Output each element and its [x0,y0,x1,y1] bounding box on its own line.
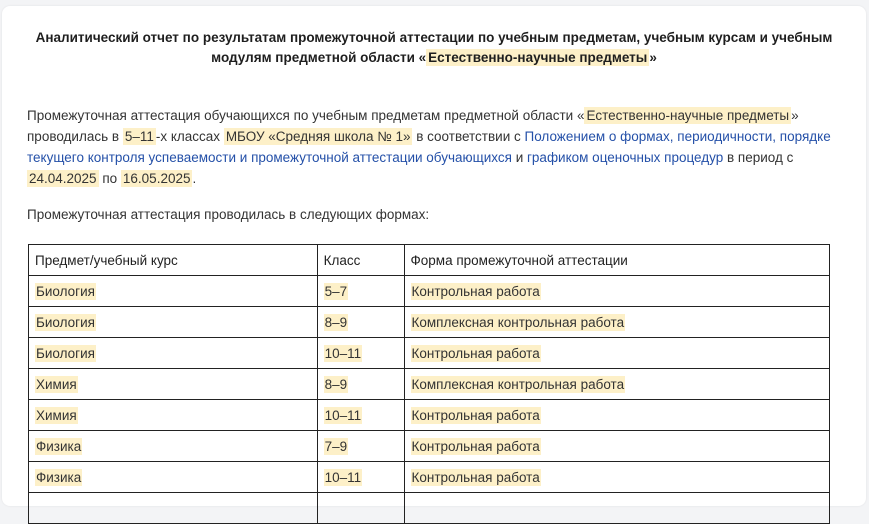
cell-subject [29,462,318,493]
subject-text: Биология [36,314,95,330]
cell-subject [29,369,318,400]
cell-subject [29,400,318,431]
grade-text: 7–9 [324,438,348,454]
intro-grades: 5–11 [124,129,154,144]
grade-text: 5–7 [324,283,348,299]
header-subject: Предмет/учебный курс [29,245,318,276]
table-row [29,400,830,431]
cell-grade [317,462,404,493]
form-text: Комплексная контрольная работа [411,314,625,330]
subject-text: Физика [36,438,82,454]
subject-text: Химия [36,407,77,423]
intro-text-2: » проводилась в [27,108,799,144]
cell-form [404,431,829,462]
cell-subject [29,276,318,307]
regulation-link[interactable]: Положением о формах, периодичности, порядке текущего контроля успеваемости и промежуточной аттестации обучающихся [27,129,831,165]
form-text: Контрольная работа [411,407,540,423]
cell-form [404,400,829,431]
header-form: Форма промежуточной аттестации [404,245,829,276]
intro-text-6: в период с [723,150,794,165]
cell-form [404,369,829,400]
intro-paragraph [27,105,847,189]
table-row [29,307,830,338]
subject-text: Физика [36,469,82,485]
form-text: Контрольная работа [411,438,540,454]
intro-text-5: и [511,150,527,165]
cell-subject [29,307,318,338]
cell-form [404,276,829,307]
cell-form [404,493,829,524]
cell-grade [317,338,404,369]
table-row [29,338,830,369]
cell-grade [317,493,404,524]
form-text: Комплексная контрольная работа [411,376,625,392]
subject-text: Биология [36,283,95,299]
intro-text-8: . [192,171,197,186]
cell-grade [317,307,404,338]
header-grade: Класс [317,245,404,276]
subject-text: Химия [36,376,77,392]
report-card [2,6,866,506]
title-line-2-prefix: модулям предметной области « [211,50,427,65]
grade-text: 10–11 [324,469,362,485]
report-title [2,28,866,68]
table-row [29,369,830,400]
table-row [29,493,830,524]
title-line-2 [2,48,866,68]
end-date: 16.05.2025 [122,171,191,186]
forms-intro: Промежуточная аттестация проводилась в следующих формах: [27,207,430,222]
intro-text-4: в соответствии с [412,129,525,144]
cell-form [404,338,829,369]
grade-text: 8–9 [324,376,348,392]
cell-grade [317,369,404,400]
grade-text: 10–11 [324,407,362,423]
start-date: 24.04.2025 [29,171,97,186]
cell-grade [317,276,404,307]
title-line-1: Аналитический отчет по результатам промежуточной аттестации по учебным предметам, учебным курсам и учебным [35,30,833,45]
subject-text: Биология [36,345,95,361]
cell-form [404,307,829,338]
cell-subject [29,493,318,524]
table-header-row [29,245,830,276]
title-subject-area: Естественно-научные предметы [428,50,648,65]
cell-grade [317,431,404,462]
form-text: Контрольная работа [411,469,540,485]
table-row [29,462,830,493]
intro-subject-area: Естественно-научные предметы [586,108,790,123]
intro-text-1: Промежуточная аттестация обучающихся по учебным предметам предметной области « [27,108,585,123]
attestation-table [28,244,830,524]
table-row [29,431,830,462]
cell-subject [29,431,318,462]
grade-text: 10–11 [324,345,362,361]
intro-text-7: по [98,171,121,186]
form-text: Контрольная работа [411,345,540,361]
table-row [29,276,830,307]
intro-text-3: -х классах [155,129,224,144]
form-text: Контрольная работа [411,283,540,299]
cell-form [404,462,829,493]
schedule-link[interactable]: графиком оценочных процедур [527,150,724,165]
grade-text: 8–9 [324,314,348,330]
cell-subject [29,338,318,369]
cell-grade [317,400,404,431]
title-line-2-suffix: » [649,50,657,65]
intro-school-name: МБОУ «Средняя школа № 1» [225,129,411,144]
